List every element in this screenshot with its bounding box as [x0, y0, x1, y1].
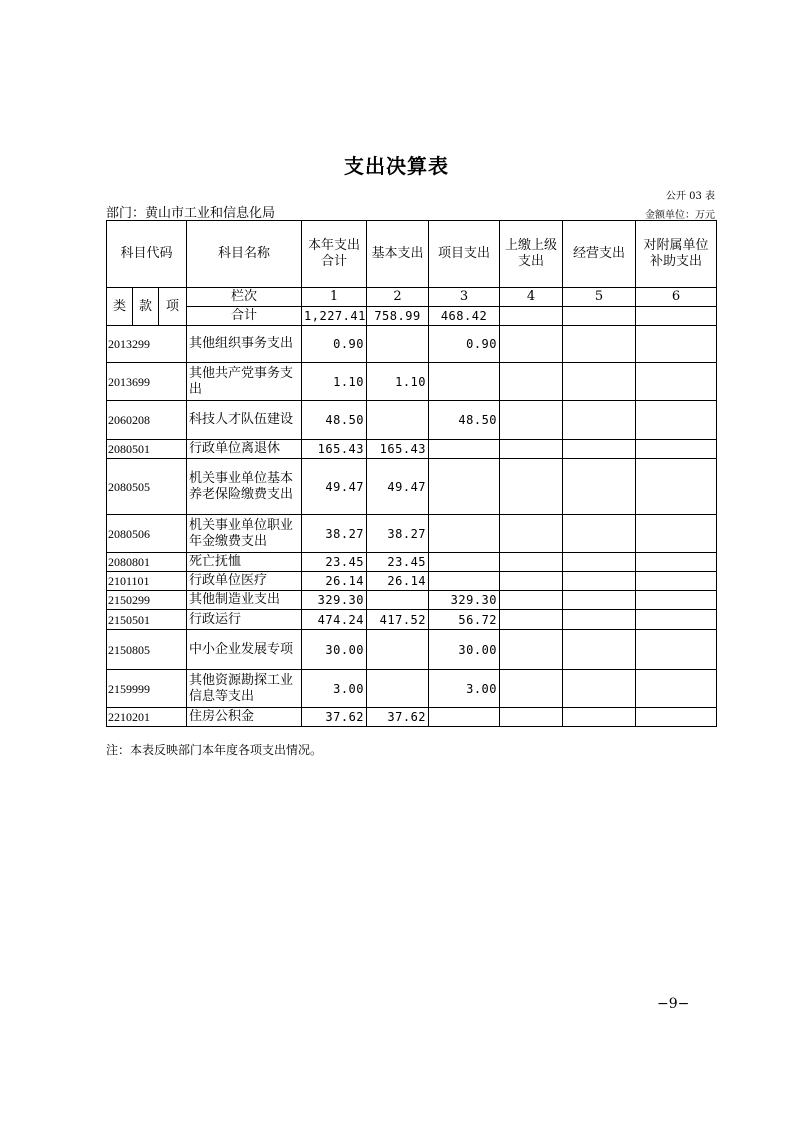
total-c3: 468.42 [429, 307, 500, 326]
row-name: 机关事业单位职业年金缴费支出 [187, 515, 302, 553]
row-c6 [636, 630, 717, 670]
row-c6 [636, 553, 717, 572]
row-c5 [563, 610, 636, 630]
expenditure-table [106, 220, 717, 727]
row-c4 [500, 572, 563, 591]
col-number-2: 2 [367, 288, 429, 307]
row-c2 [367, 670, 429, 708]
row-code: 2013299 [107, 326, 187, 363]
row-code: 2080501 [107, 440, 187, 459]
row-c5 [563, 440, 636, 459]
row-code: 2060208 [107, 401, 187, 440]
row-c3 [429, 440, 500, 459]
row-c2: 26.14 [367, 572, 429, 591]
header-kuan: 款 [133, 288, 159, 326]
row-c3: 0.90 [429, 326, 500, 363]
row-c2: 23.45 [367, 553, 429, 572]
table-row [107, 515, 717, 553]
header-lei: 类 [107, 288, 133, 326]
header-total-expenditure: 本年支出合计 [302, 221, 367, 288]
row-c2: 49.47 [367, 459, 429, 515]
row-c3: 30.00 [429, 630, 500, 670]
department-label: 部门：黄山市工业和信息化局 [106, 206, 276, 221]
row-c6 [636, 440, 717, 459]
row-c4 [500, 363, 563, 401]
row-c4 [500, 326, 563, 363]
table-row [107, 708, 717, 727]
row-c5 [563, 515, 636, 553]
row-c3: 3.00 [429, 670, 500, 708]
row-code: 2150501 [107, 610, 187, 630]
row-c3: 56.72 [429, 610, 500, 630]
row-name: 机关事业单位基本养老保险缴费支出 [187, 459, 302, 515]
row-code: 2013699 [107, 363, 187, 401]
row-c1: 37.62 [302, 708, 367, 727]
table-row [107, 572, 717, 591]
table-row [107, 440, 717, 459]
row-name: 其他组织事务支出 [187, 326, 302, 363]
row-name: 行政单位离退休 [187, 440, 302, 459]
row-c4 [500, 708, 563, 727]
row-c6 [636, 591, 717, 610]
row-name: 科技人才队伍建设 [187, 401, 302, 440]
row-c2 [367, 591, 429, 610]
header-name: 科目名称 [187, 221, 302, 288]
header-basic-expenditure: 基本支出 [367, 221, 429, 288]
header-operating-expenditure: 经营支出 [563, 221, 636, 288]
row-c4 [500, 440, 563, 459]
row-c5 [563, 572, 636, 591]
row-code: 2159999 [107, 670, 187, 708]
row-code: 2150299 [107, 591, 187, 610]
row-c1: 474.24 [302, 610, 367, 630]
row-c3 [429, 459, 500, 515]
row-c2: 1.10 [367, 363, 429, 401]
row-code: 2101101 [107, 572, 187, 591]
row-c1: 30.00 [302, 630, 367, 670]
row-c3: 48.50 [429, 401, 500, 440]
row-code: 2150805 [107, 630, 187, 670]
row-code: 2080506 [107, 515, 187, 553]
row-code: 2080801 [107, 553, 187, 572]
row-c6 [636, 363, 717, 401]
row-c5 [563, 459, 636, 515]
col-number-3: 3 [429, 288, 500, 307]
row-code: 2210201 [107, 708, 187, 727]
col-number-6: 6 [636, 288, 717, 307]
table-note: 注：本表反映部门本年度各项支出情况。 [106, 743, 323, 757]
row-c5 [563, 708, 636, 727]
row-c1: 329.30 [302, 591, 367, 610]
row-c1: 26.14 [302, 572, 367, 591]
row-name: 死亡抚恤 [187, 553, 302, 572]
total-c4 [500, 307, 563, 326]
row-name: 行政运行 [187, 610, 302, 630]
row-c3 [429, 708, 500, 727]
header-lanci: 栏次 [187, 288, 302, 307]
row-c1: 165.43 [302, 440, 367, 459]
row-c3 [429, 363, 500, 401]
row-c6 [636, 670, 717, 708]
row-c3: 329.30 [429, 591, 500, 610]
amount-unit: 金额单位：万元 [645, 210, 715, 221]
row-c3 [429, 572, 500, 591]
row-c6 [636, 326, 717, 363]
col-number-4: 4 [500, 288, 563, 307]
row-name: 行政单位医疗 [187, 572, 302, 591]
table-row [107, 630, 717, 670]
row-c6 [636, 708, 717, 727]
total-label: 合计 [187, 307, 302, 326]
row-c6 [636, 459, 717, 515]
col-number-1: 1 [302, 288, 367, 307]
row-c3 [429, 553, 500, 572]
table-header [107, 221, 717, 326]
total-c1: 1,227.41 [302, 307, 367, 326]
row-name: 中小企业发展专项 [187, 630, 302, 670]
table-row [107, 610, 717, 630]
page-title: 支出决算表 [344, 154, 449, 178]
table-row [107, 326, 717, 363]
total-c5 [563, 307, 636, 326]
table-row [107, 363, 717, 401]
row-c2: 38.27 [367, 515, 429, 553]
row-c6 [636, 572, 717, 591]
page-number: −9− [657, 996, 690, 1012]
form-number: 公开 03 表 [665, 191, 715, 202]
row-c5 [563, 363, 636, 401]
row-c5 [563, 326, 636, 363]
row-c1: 23.45 [302, 553, 367, 572]
row-c4 [500, 591, 563, 610]
table-body [107, 326, 717, 727]
row-c6 [636, 515, 717, 553]
total-row [107, 307, 717, 326]
row-c6 [636, 401, 717, 440]
table-row [107, 591, 717, 610]
row-c1: 3.00 [302, 670, 367, 708]
row-c5 [563, 670, 636, 708]
header-xiang: 项 [159, 288, 187, 326]
row-c1: 1.10 [302, 363, 367, 401]
row-c1: 48.50 [302, 401, 367, 440]
total-c6 [636, 307, 717, 326]
row-name: 其他资源勘探工业信息等支出 [187, 670, 302, 708]
row-c1: 49.47 [302, 459, 367, 515]
row-c6 [636, 610, 717, 630]
row-c2: 37.62 [367, 708, 429, 727]
row-name: 住房公积金 [187, 708, 302, 727]
row-c1: 0.90 [302, 326, 367, 363]
total-c2: 758.99 [367, 307, 429, 326]
row-name: 其他制造业支出 [187, 591, 302, 610]
table-row [107, 401, 717, 440]
row-name: 其他共产党事务支出 [187, 363, 302, 401]
row-c5 [563, 401, 636, 440]
row-c5 [563, 591, 636, 610]
row-c2 [367, 326, 429, 363]
row-c4 [500, 610, 563, 630]
header-remit-to-superior: 上缴上级支出 [500, 221, 563, 288]
row-c4 [500, 401, 563, 440]
row-c4 [500, 553, 563, 572]
col-number-5: 5 [563, 288, 636, 307]
row-c2 [367, 630, 429, 670]
row-c1: 38.27 [302, 515, 367, 553]
row-c2: 165.43 [367, 440, 429, 459]
row-c2 [367, 401, 429, 440]
row-c4 [500, 515, 563, 553]
row-code: 2080505 [107, 459, 187, 515]
table-row [107, 553, 717, 572]
row-c5 [563, 553, 636, 572]
header-code: 科目代码 [107, 221, 187, 288]
header-subsidy-to-affiliates: 对附属单位补助支出 [636, 221, 717, 288]
row-c4 [500, 630, 563, 670]
row-c2: 417.52 [367, 610, 429, 630]
row-c3 [429, 515, 500, 553]
row-c4 [500, 670, 563, 708]
row-c5 [563, 630, 636, 670]
row-c4 [500, 459, 563, 515]
table-row [107, 670, 717, 708]
header-project-expenditure: 项目支出 [429, 221, 500, 288]
table-row [107, 459, 717, 515]
